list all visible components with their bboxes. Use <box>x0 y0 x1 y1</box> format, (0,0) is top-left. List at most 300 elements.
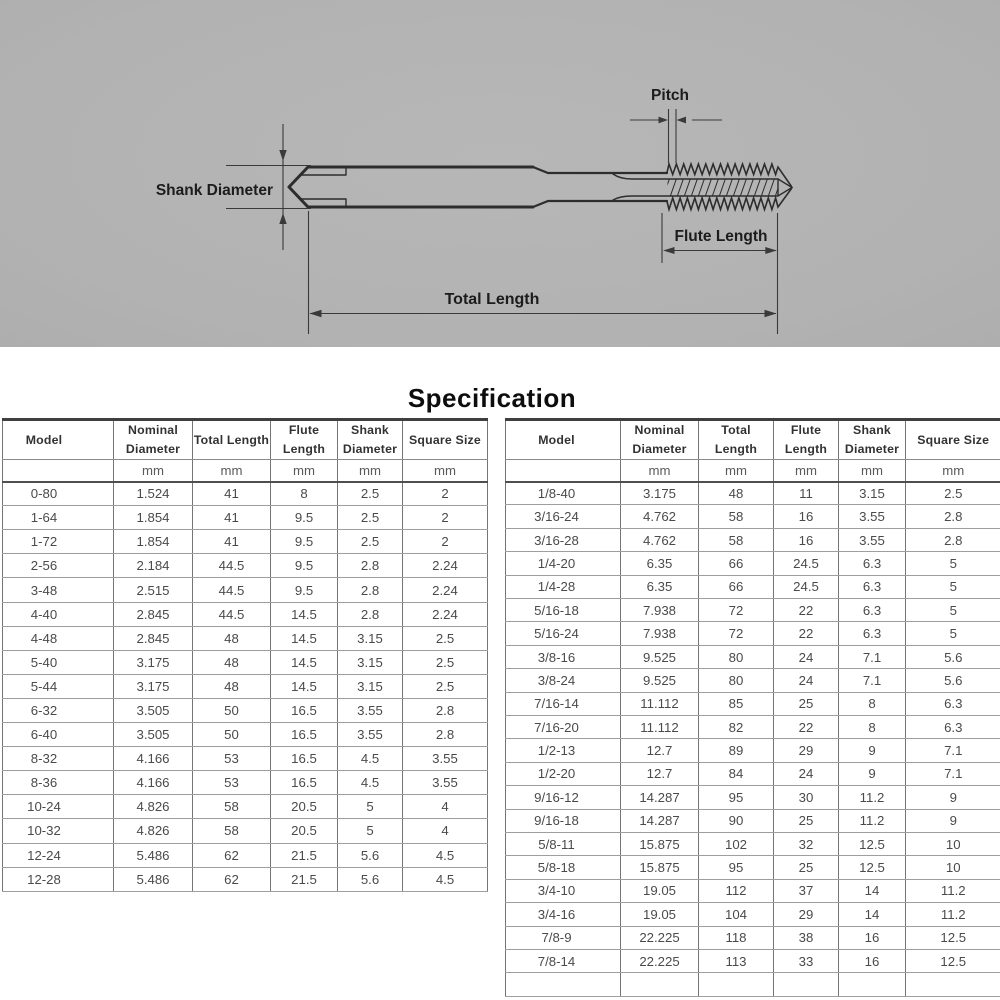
shank-diameter-label: Shank Diameter <box>155 182 273 199</box>
value-cell <box>839 973 906 996</box>
value-cell: 4.5 <box>403 843 488 867</box>
value-cell: 9.5 <box>271 506 338 530</box>
total-length-label: Total Length <box>444 291 540 308</box>
value-cell: 29 <box>774 739 839 762</box>
value-cell: 2.845 <box>114 602 193 626</box>
value-cell: 22 <box>774 622 839 645</box>
value-cell <box>699 973 774 996</box>
data-row <box>506 645 1000 668</box>
model-cell: 3/8-16 <box>506 645 621 668</box>
value-cell: 12.7 <box>621 762 699 785</box>
value-cell: 3.55 <box>403 747 488 771</box>
data-row <box>3 747 488 771</box>
value-cell: 5 <box>906 622 1000 645</box>
value-cell: 102 <box>699 832 774 855</box>
value-cell: 6.3 <box>839 552 906 575</box>
units-cell: mm <box>774 460 839 482</box>
value-cell: 16.5 <box>271 723 338 747</box>
value-cell: 25 <box>774 809 839 832</box>
value-cell: 9.5 <box>271 554 338 578</box>
value-cell: 22.225 <box>621 926 699 949</box>
value-cell: 3.505 <box>114 698 193 722</box>
column-header: Flute Length <box>271 420 338 460</box>
units-row <box>3 460 488 482</box>
value-cell: 9.525 <box>621 645 699 668</box>
data-row <box>3 771 488 795</box>
model-cell: 12-24 <box>3 843 114 867</box>
value-cell: 8 <box>839 716 906 739</box>
units-cell: mm <box>271 460 338 482</box>
value-cell: 72 <box>699 622 774 645</box>
model-cell: 5/8-11 <box>506 832 621 855</box>
value-cell: 41 <box>193 530 271 554</box>
value-cell: 2.8 <box>906 505 1000 528</box>
value-cell: 6.3 <box>839 575 906 598</box>
value-cell: 44.5 <box>193 578 271 602</box>
model-cell: 3/16-24 <box>506 505 621 528</box>
value-cell: 38 <box>774 926 839 949</box>
model-cell: 12-28 <box>3 867 114 891</box>
value-cell: 4.166 <box>114 747 193 771</box>
value-cell: 48 <box>193 626 271 650</box>
data-row <box>3 626 488 650</box>
value-cell: 14.5 <box>271 674 338 698</box>
data-row <box>3 650 488 674</box>
value-cell: 7.938 <box>621 622 699 645</box>
value-cell: 16 <box>774 505 839 528</box>
spec-table-right <box>505 418 1000 997</box>
column-header: Shank Diameter <box>839 420 906 460</box>
value-cell: 5.486 <box>114 843 193 867</box>
value-cell: 5.6 <box>338 867 403 891</box>
value-cell: 2.8 <box>338 602 403 626</box>
value-cell: 5.6 <box>906 669 1000 692</box>
model-cell: 5/16-18 <box>506 599 621 622</box>
data-row <box>506 692 1000 715</box>
value-cell: 82 <box>699 716 774 739</box>
value-cell: 11 <box>774 482 839 505</box>
arrow-pitch-left <box>659 117 669 124</box>
value-cell: 58 <box>699 505 774 528</box>
value-cell: 14.287 <box>621 786 699 809</box>
model-cell: 1/2-20 <box>506 762 621 785</box>
value-cell: 6.3 <box>839 599 906 622</box>
value-cell: 3.55 <box>403 771 488 795</box>
value-cell: 16 <box>839 949 906 972</box>
value-cell: 72 <box>699 599 774 622</box>
value-cell: 5 <box>338 819 403 843</box>
model-cell: 1/8-40 <box>506 482 621 505</box>
column-header: Total Length <box>193 420 271 460</box>
model-cell: 7/8-14 <box>506 949 621 972</box>
units-cell: mm <box>114 460 193 482</box>
value-cell: 11.2 <box>906 879 1000 902</box>
data-row <box>506 832 1000 855</box>
model-cell: 1/4-20 <box>506 552 621 575</box>
value-cell: 2.8 <box>403 723 488 747</box>
value-cell: 4.762 <box>621 505 699 528</box>
column-header: Nominal Diameter <box>114 420 193 460</box>
value-cell: 2.24 <box>403 602 488 626</box>
data-row <box>506 622 1000 645</box>
value-cell: 14.5 <box>271 602 338 626</box>
value-cell: 3.175 <box>621 482 699 505</box>
value-cell: 2.24 <box>403 554 488 578</box>
value-cell: 2.8 <box>338 578 403 602</box>
data-row <box>506 926 1000 949</box>
value-cell: 10 <box>906 856 1000 879</box>
value-cell: 6.3 <box>906 716 1000 739</box>
value-cell: 2.5 <box>906 482 1000 505</box>
value-cell: 66 <box>699 575 774 598</box>
data-row <box>506 762 1000 785</box>
model-cell: 9/16-18 <box>506 809 621 832</box>
core-hatching <box>656 179 796 198</box>
value-cell: 11.112 <box>621 692 699 715</box>
data-row <box>506 482 1000 505</box>
value-cell: 2 <box>403 482 488 506</box>
value-cell: 2.5 <box>338 482 403 506</box>
value-cell: 2.184 <box>114 554 193 578</box>
value-cell: 84 <box>699 762 774 785</box>
value-cell: 2.24 <box>403 578 488 602</box>
data-row <box>3 723 488 747</box>
value-cell: 4.762 <box>621 528 699 551</box>
value-cell: 2.515 <box>114 578 193 602</box>
column-header: Model <box>506 420 621 460</box>
value-cell: 2.5 <box>403 626 488 650</box>
value-cell: 16 <box>839 926 906 949</box>
value-cell: 3.55 <box>338 698 403 722</box>
value-cell: 6.3 <box>839 622 906 645</box>
value-cell: 2 <box>403 506 488 530</box>
model-cell: 1/4-28 <box>506 575 621 598</box>
data-row <box>3 602 488 626</box>
value-cell: 112 <box>699 879 774 902</box>
value-cell <box>506 973 621 996</box>
model-cell: 10-32 <box>3 819 114 843</box>
value-cell: 53 <box>193 771 271 795</box>
value-cell: 3.505 <box>114 723 193 747</box>
page-title: Specification <box>407 383 577 413</box>
value-cell: 20.5 <box>271 819 338 843</box>
units-cell <box>506 460 621 482</box>
value-cell: 29 <box>774 903 839 926</box>
value-cell: 19.05 <box>621 903 699 926</box>
value-cell: 6.3 <box>906 692 1000 715</box>
value-cell: 44.5 <box>193 602 271 626</box>
model-cell: 2-56 <box>3 554 114 578</box>
model-cell: 7/16-20 <box>506 716 621 739</box>
data-row <box>506 552 1000 575</box>
value-cell: 58 <box>193 795 271 819</box>
data-row <box>506 856 1000 879</box>
value-cell: 4.5 <box>338 771 403 795</box>
arrow-flute-left <box>663 247 675 254</box>
tap-outline <box>289 164 796 210</box>
data-row <box>506 949 1000 972</box>
data-row <box>3 506 488 530</box>
column-header: Square Size <box>403 420 488 460</box>
value-cell: 2.845 <box>114 626 193 650</box>
value-cell: 16.5 <box>271 771 338 795</box>
units-cell <box>3 460 114 482</box>
value-cell: 58 <box>699 528 774 551</box>
value-cell <box>774 973 839 996</box>
value-cell: 14 <box>839 879 906 902</box>
tap-technical-drawing <box>0 0 1000 347</box>
value-cell: 3.55 <box>839 528 906 551</box>
value-cell: 12.5 <box>906 926 1000 949</box>
value-cell: 7.938 <box>621 599 699 622</box>
model-cell: 7/16-14 <box>506 692 621 715</box>
value-cell: 2.5 <box>403 650 488 674</box>
value-cell: 5.6 <box>338 843 403 867</box>
units-cell: mm <box>699 460 774 482</box>
value-cell: 25 <box>774 856 839 879</box>
value-cell: 12.5 <box>839 856 906 879</box>
value-cell: 9.5 <box>271 530 338 554</box>
value-cell: 48 <box>699 482 774 505</box>
value-cell: 3.15 <box>338 650 403 674</box>
value-cell: 24.5 <box>774 575 839 598</box>
arrow-total-right <box>765 310 777 317</box>
value-cell: 9.5 <box>271 578 338 602</box>
value-cell: 6.35 <box>621 552 699 575</box>
value-cell: 3.15 <box>839 482 906 505</box>
value-cell: 62 <box>193 867 271 891</box>
value-cell: 2.5 <box>403 674 488 698</box>
value-cell: 104 <box>699 903 774 926</box>
value-cell: 14.5 <box>271 650 338 674</box>
spec-table-left <box>2 418 488 892</box>
value-cell: 20.5 <box>271 795 338 819</box>
value-cell: 22 <box>774 599 839 622</box>
units-cell: mm <box>621 460 699 482</box>
value-cell: 4.826 <box>114 795 193 819</box>
value-cell: 2.5 <box>338 506 403 530</box>
model-cell: 6-40 <box>3 723 114 747</box>
value-cell: 5.6 <box>906 645 1000 668</box>
value-cell: 3.15 <box>338 626 403 650</box>
value-cell: 48 <box>193 650 271 674</box>
value-cell: 5 <box>906 599 1000 622</box>
model-cell: 6-32 <box>3 698 114 722</box>
value-cell: 1.524 <box>114 482 193 506</box>
value-cell: 30 <box>774 786 839 809</box>
value-cell: 15.875 <box>621 832 699 855</box>
data-row <box>3 530 488 554</box>
value-cell: 9.525 <box>621 669 699 692</box>
value-cell: 7.1 <box>906 739 1000 762</box>
data-row <box>506 739 1000 762</box>
value-cell: 6.35 <box>621 575 699 598</box>
units-cell: mm <box>403 460 488 482</box>
column-header: Model <box>3 420 114 460</box>
data-row <box>506 903 1000 926</box>
flute-length-label: Flute Length <box>674 228 768 245</box>
data-row <box>3 698 488 722</box>
value-cell: 3.175 <box>114 650 193 674</box>
value-cell: 53 <box>193 747 271 771</box>
value-cell: 5 <box>906 575 1000 598</box>
value-cell: 1.854 <box>114 506 193 530</box>
data-row <box>506 528 1000 551</box>
value-cell: 66 <box>699 552 774 575</box>
value-cell: 11.2 <box>906 903 1000 926</box>
model-cell: 3-48 <box>3 578 114 602</box>
data-row <box>506 973 1000 996</box>
model-cell: 3/16-28 <box>506 528 621 551</box>
value-cell: 33 <box>774 949 839 972</box>
data-row <box>3 867 488 891</box>
pitch-label: Pitch <box>651 87 689 104</box>
value-cell: 9 <box>906 786 1000 809</box>
model-cell: 10-24 <box>3 795 114 819</box>
value-cell: 4.166 <box>114 771 193 795</box>
model-cell: 9/16-12 <box>506 786 621 809</box>
value-cell: 58 <box>193 819 271 843</box>
value-cell: 2.8 <box>403 698 488 722</box>
value-cell: 90 <box>699 809 774 832</box>
value-cell: 4.826 <box>114 819 193 843</box>
value-cell: 44.5 <box>193 554 271 578</box>
value-cell: 41 <box>193 482 271 506</box>
units-cell: mm <box>338 460 403 482</box>
value-cell: 11.2 <box>839 786 906 809</box>
value-cell: 48 <box>193 674 271 698</box>
value-cell: 14.5 <box>271 626 338 650</box>
value-cell: 3.55 <box>338 723 403 747</box>
model-cell: 7/8-9 <box>506 926 621 949</box>
value-cell: 85 <box>699 692 774 715</box>
arrow-shank-top <box>279 150 286 161</box>
value-cell: 4.5 <box>403 867 488 891</box>
data-row <box>506 599 1000 622</box>
value-cell: 24 <box>774 669 839 692</box>
value-cell: 80 <box>699 645 774 668</box>
value-cell: 113 <box>699 949 774 972</box>
value-cell: 9 <box>839 739 906 762</box>
model-cell: 8-36 <box>3 771 114 795</box>
value-cell: 10 <box>906 832 1000 855</box>
value-cell: 1.854 <box>114 530 193 554</box>
value-cell: 4 <box>403 795 488 819</box>
value-cell: 8 <box>839 692 906 715</box>
model-cell: 3/4-10 <box>506 879 621 902</box>
model-cell: 5/8-18 <box>506 856 621 879</box>
value-cell: 50 <box>193 723 271 747</box>
value-cell <box>906 973 1000 996</box>
header-row <box>506 420 1000 460</box>
model-cell: 3/4-16 <box>506 903 621 926</box>
value-cell: 11.2 <box>839 809 906 832</box>
value-cell: 89 <box>699 739 774 762</box>
data-row <box>506 786 1000 809</box>
value-cell: 22 <box>774 716 839 739</box>
value-cell: 22.225 <box>621 949 699 972</box>
data-row <box>506 879 1000 902</box>
arrow-pitch-right <box>677 117 687 124</box>
value-cell: 50 <box>193 698 271 722</box>
column-header: Shank Diameter <box>338 420 403 460</box>
data-row <box>506 575 1000 598</box>
value-cell: 7.1 <box>839 669 906 692</box>
value-cell: 41 <box>193 506 271 530</box>
data-row <box>3 554 488 578</box>
value-cell: 16.5 <box>271 698 338 722</box>
data-row <box>3 819 488 843</box>
value-cell: 5.486 <box>114 867 193 891</box>
value-cell: 3.15 <box>338 674 403 698</box>
value-cell: 2 <box>403 530 488 554</box>
value-cell: 5 <box>906 552 1000 575</box>
units-row <box>506 460 1000 482</box>
value-cell: 21.5 <box>271 843 338 867</box>
value-cell: 2.8 <box>338 554 403 578</box>
value-cell: 3.55 <box>839 505 906 528</box>
value-cell: 62 <box>193 843 271 867</box>
value-cell: 12.7 <box>621 739 699 762</box>
value-cell: 118 <box>699 926 774 949</box>
dimension-arrowheads <box>279 117 777 318</box>
arrow-shank-bottom <box>279 213 286 224</box>
data-row <box>3 843 488 867</box>
value-cell: 12.5 <box>906 949 1000 972</box>
value-cell <box>621 973 699 996</box>
value-cell: 16 <box>774 528 839 551</box>
value-cell: 9 <box>839 762 906 785</box>
value-cell: 16.5 <box>271 747 338 771</box>
units-cell: mm <box>839 460 906 482</box>
value-cell: 24 <box>774 762 839 785</box>
model-cell: 1-72 <box>3 530 114 554</box>
value-cell: 8 <box>271 482 338 506</box>
header-row <box>3 420 488 460</box>
data-row <box>3 795 488 819</box>
model-cell: 0-80 <box>3 482 114 506</box>
value-cell: 24 <box>774 645 839 668</box>
value-cell: 4.5 <box>338 747 403 771</box>
value-cell: 95 <box>699 856 774 879</box>
model-cell: 5-40 <box>3 650 114 674</box>
model-cell: 5-44 <box>3 674 114 698</box>
model-cell: 1/2-13 <box>506 739 621 762</box>
data-row <box>3 674 488 698</box>
value-cell: 7.1 <box>839 645 906 668</box>
value-cell: 2.8 <box>906 528 1000 551</box>
value-cell: 80 <box>699 669 774 692</box>
column-header: Nominal Diameter <box>621 420 699 460</box>
value-cell: 12.5 <box>839 832 906 855</box>
arrow-flute-right <box>765 247 777 254</box>
value-cell: 2.5 <box>338 530 403 554</box>
tap-diagram-panel <box>0 0 1000 347</box>
data-row <box>506 716 1000 739</box>
value-cell: 15.875 <box>621 856 699 879</box>
value-cell: 24.5 <box>774 552 839 575</box>
value-cell: 95 <box>699 786 774 809</box>
data-row <box>3 578 488 602</box>
data-row <box>506 669 1000 692</box>
value-cell: 32 <box>774 832 839 855</box>
column-header: Square Size <box>906 420 1000 460</box>
column-header: Total Length <box>699 420 774 460</box>
value-cell: 14 <box>839 903 906 926</box>
value-cell: 7.1 <box>906 762 1000 785</box>
value-cell: 19.05 <box>621 879 699 902</box>
value-cell: 37 <box>774 879 839 902</box>
